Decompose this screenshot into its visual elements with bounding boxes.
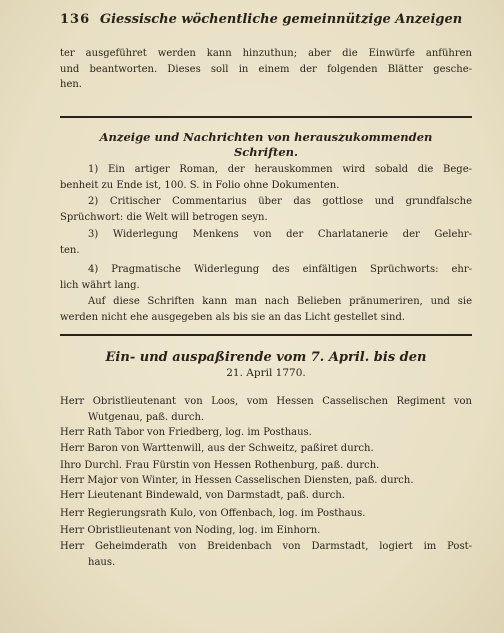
page-header [60, 12, 470, 32]
books-heading [60, 130, 472, 160]
text-line: benheit zu Ende ist, 100. S. in Folio ohne Dokumenten. [60, 179, 340, 191]
text-line: Herr Obristlieutenant von Noding, log. im Einhorn. [60, 525, 321, 536]
travellers-heading [60, 350, 472, 365]
running-title: Giessische wöchentliche gemeinnützige Anzeigen [100, 12, 463, 27]
traveller-entry [60, 441, 472, 457]
text-line: Ihro Durchl. Frau Fürstin von Hessen Rothenburg, paß. durch. [60, 460, 380, 471]
text-line: 4) Pragmatische Widerlegung des einfältigen Sprüchworts: ehr- [88, 264, 472, 275]
subscription-note [60, 294, 472, 325]
traveller-entry [60, 539, 472, 570]
page-number: 136 [60, 12, 91, 27]
text-line: Herr Lieutenant Bindewald, von Darmstadt, paß. durch. [60, 490, 345, 501]
traveller-entry [60, 394, 472, 425]
traveller-entry [60, 488, 472, 504]
traveller-entry [60, 473, 472, 489]
text-line: Herr Obristlieutenant von Loos, vom Hessen Casselischen Regiment von [60, 396, 472, 407]
section-divider [60, 116, 472, 118]
traveller-entry [60, 506, 472, 522]
book-item-3 [60, 227, 472, 258]
section-divider [60, 334, 472, 336]
text-line: ten. [60, 244, 80, 256]
text-line: hen. [60, 79, 82, 90]
text-line: Auf diese Schriften kann man nach Belieben pränumeriren, und sie [88, 296, 472, 307]
text-line: haus. [88, 556, 116, 568]
text-line: Herr Regierungsrath Kulo, von Offenbach, log. im Posthaus. [60, 508, 366, 519]
text-line: Herr Geheimderath von Breidenbach von Darmstadt, logiert im Post- [60, 541, 472, 552]
book-item-1 [60, 162, 472, 193]
text-line: und beantworten. Dieses soll in einem der folgenden Blätter gesche- [60, 63, 472, 75]
book-item-4 [60, 262, 472, 293]
text-line: 2) Critischer Commentarius über das gottlose und grundfalsche [88, 196, 472, 207]
text-line: lich währt lang. [60, 279, 140, 291]
text-line: Wutgenau, paß. durch. [88, 411, 205, 423]
text-line: 3) Widerlegung Menkens von der Charlatanerie der Gelehr- [88, 229, 472, 240]
text-line: Herr Major von Winter, in Hessen Casselischen Diensten, paß. durch. [60, 475, 414, 486]
heading-line: 21. April 1770. [226, 367, 306, 379]
text-line: 1) Ein artiger Roman, der herauskommen wird sobald die Bege- [88, 164, 472, 175]
text-line: ter ausgeführet werden kann hinzuthun; aber die Einwürfe anführen [60, 48, 472, 59]
text-line: werden nicht ehe ausgegeben als bis sie an das Licht gestellet sind. [60, 311, 406, 323]
book-item-2 [60, 194, 472, 225]
traveller-entry [60, 425, 472, 441]
intro-paragraph [60, 46, 472, 93]
heading-line: Schriften. [233, 145, 299, 159]
heading-line: Ein- und auspaßirende vom 7. April. bis den [105, 350, 427, 365]
travellers-date [60, 366, 472, 381]
heading-line: Anzeige und Nachrichten von herauszukommenden [99, 130, 433, 144]
traveller-entry [60, 523, 472, 539]
text-line: Herr Baron von Warttenwill, aus der Schweitz, paßiret durch. [60, 443, 374, 454]
traveller-entry [60, 458, 472, 474]
text-line: Sprüchwort: die Welt will betrogen seyn. [60, 211, 268, 223]
text-line: Herr Rath Tabor von Friedberg, log. im Posthaus. [60, 427, 312, 438]
